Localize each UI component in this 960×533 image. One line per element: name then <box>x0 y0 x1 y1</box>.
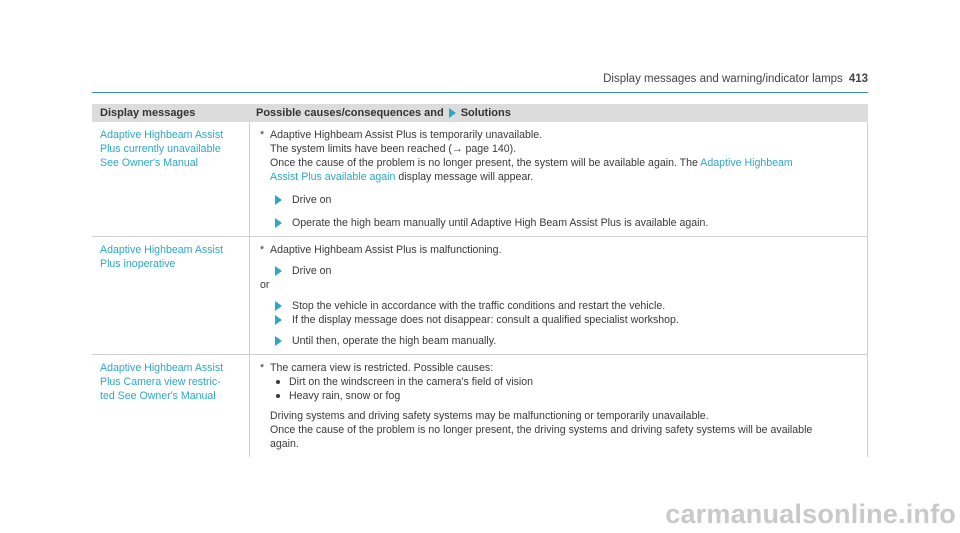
message-reference: Assist Plus available again <box>270 171 396 183</box>
cause-line <box>260 128 861 142</box>
table-row <box>92 122 868 237</box>
bullet-icon <box>276 380 280 384</box>
header-solutions-label: Solutions <box>460 107 511 119</box>
cause-line <box>260 243 861 257</box>
list-item-text: Heavy rain, snow or fog <box>289 390 401 402</box>
asterisk-icon: * <box>260 362 265 374</box>
header-display-messages: Display messages <box>100 107 196 119</box>
cause-text: Adaptive Highbeam Assist Plus is malfunctioning. <box>270 244 502 256</box>
solution-step <box>260 313 861 327</box>
asterisk-icon: * <box>260 129 265 141</box>
solution-arrow-icon <box>275 336 282 346</box>
running-header <box>603 73 868 85</box>
message-line: See Owner's Manual <box>100 157 199 169</box>
solution-arrow-icon <box>275 315 282 325</box>
header-page-number: 413 <box>848 73 868 85</box>
or-label: or <box>260 279 270 291</box>
step-text: Until then, operate the high beam manually. <box>292 335 497 347</box>
list-item <box>260 375 861 389</box>
solution-step <box>260 334 861 348</box>
solution-arrow-icon <box>275 301 282 311</box>
step-text: If the display message does not disappear: consult a qualified specialist workshop. <box>292 314 679 326</box>
list-item-text: Dirt on the windscreen in the camera's field of vision <box>289 376 534 388</box>
paragraph: Driving systems and driving safety systems may be malfunctioning or temporarily unavailable. <box>270 410 709 422</box>
solution-arrow-icon <box>449 108 456 118</box>
message-line: ted See Owner's Manual <box>100 390 216 402</box>
step-text: Drive on <box>292 194 332 206</box>
step-text: Operate the high beam manually until Adaptive High Beam Assist Plus is available again. <box>292 217 709 229</box>
message-line: Adaptive Highbeam Assist <box>100 129 224 141</box>
solution-step <box>260 264 861 278</box>
step-text: Stop the vehicle in accordance with the traffic conditions and restart the vehicle. <box>292 300 666 312</box>
message-line: Plus currently unavailable <box>100 143 221 155</box>
header-rule <box>92 92 868 93</box>
cause-text: Adaptive Highbeam Assist Plus is temporarily unavailable. <box>270 129 543 141</box>
header-causes-solutions <box>250 106 868 120</box>
watermark: carmanualsonline.info <box>665 499 956 529</box>
solution-step <box>260 193 861 207</box>
paragraph-text: display message will appear. <box>395 171 534 183</box>
table-row <box>92 237 868 355</box>
cause-text: The camera view is restricted. Possible causes: <box>270 362 494 374</box>
message-reference: Adaptive Highbeam <box>700 157 793 169</box>
display-message <box>92 355 250 457</box>
paragraph: Once the cause of the problem is no longer present, the driving systems and driving safety systems will be available <box>270 424 813 436</box>
table-row <box>92 355 868 457</box>
paragraph <box>260 156 861 184</box>
solution-step <box>260 299 861 313</box>
display-messages-table <box>92 104 868 457</box>
step-text: Drive on <box>292 265 332 277</box>
message-line: Adaptive Highbeam Assist <box>100 362 224 374</box>
solution-arrow-icon <box>275 218 282 228</box>
solution-step <box>260 216 861 230</box>
solution-arrow-icon <box>275 195 282 205</box>
bullet-icon <box>276 394 280 398</box>
cause-line <box>260 361 861 375</box>
causes-and-solutions <box>250 122 868 236</box>
paragraph-text: Once the cause of the problem is no longer present, the system will be available again. The <box>270 157 701 169</box>
header-section-title: Display messages and warning/indicator lamps <box>603 73 843 85</box>
solution-arrow-icon <box>275 266 282 276</box>
message-line: Plus Camera view restric- <box>100 376 221 388</box>
asterisk-icon: * <box>260 244 265 256</box>
list-item <box>260 389 861 403</box>
causes-and-solutions <box>250 355 868 457</box>
paragraph: The system limits have been reached (→ page 140). <box>270 143 517 155</box>
message-line: Plus inoperative <box>100 258 176 270</box>
table-header <box>92 104 868 122</box>
header-causes-label: Possible causes/consequences and <box>256 107 444 119</box>
display-message <box>92 237 250 354</box>
paragraph: again. <box>270 438 299 450</box>
display-message <box>92 122 250 236</box>
causes-and-solutions <box>250 237 868 354</box>
message-line: Adaptive Highbeam Assist <box>100 244 224 256</box>
